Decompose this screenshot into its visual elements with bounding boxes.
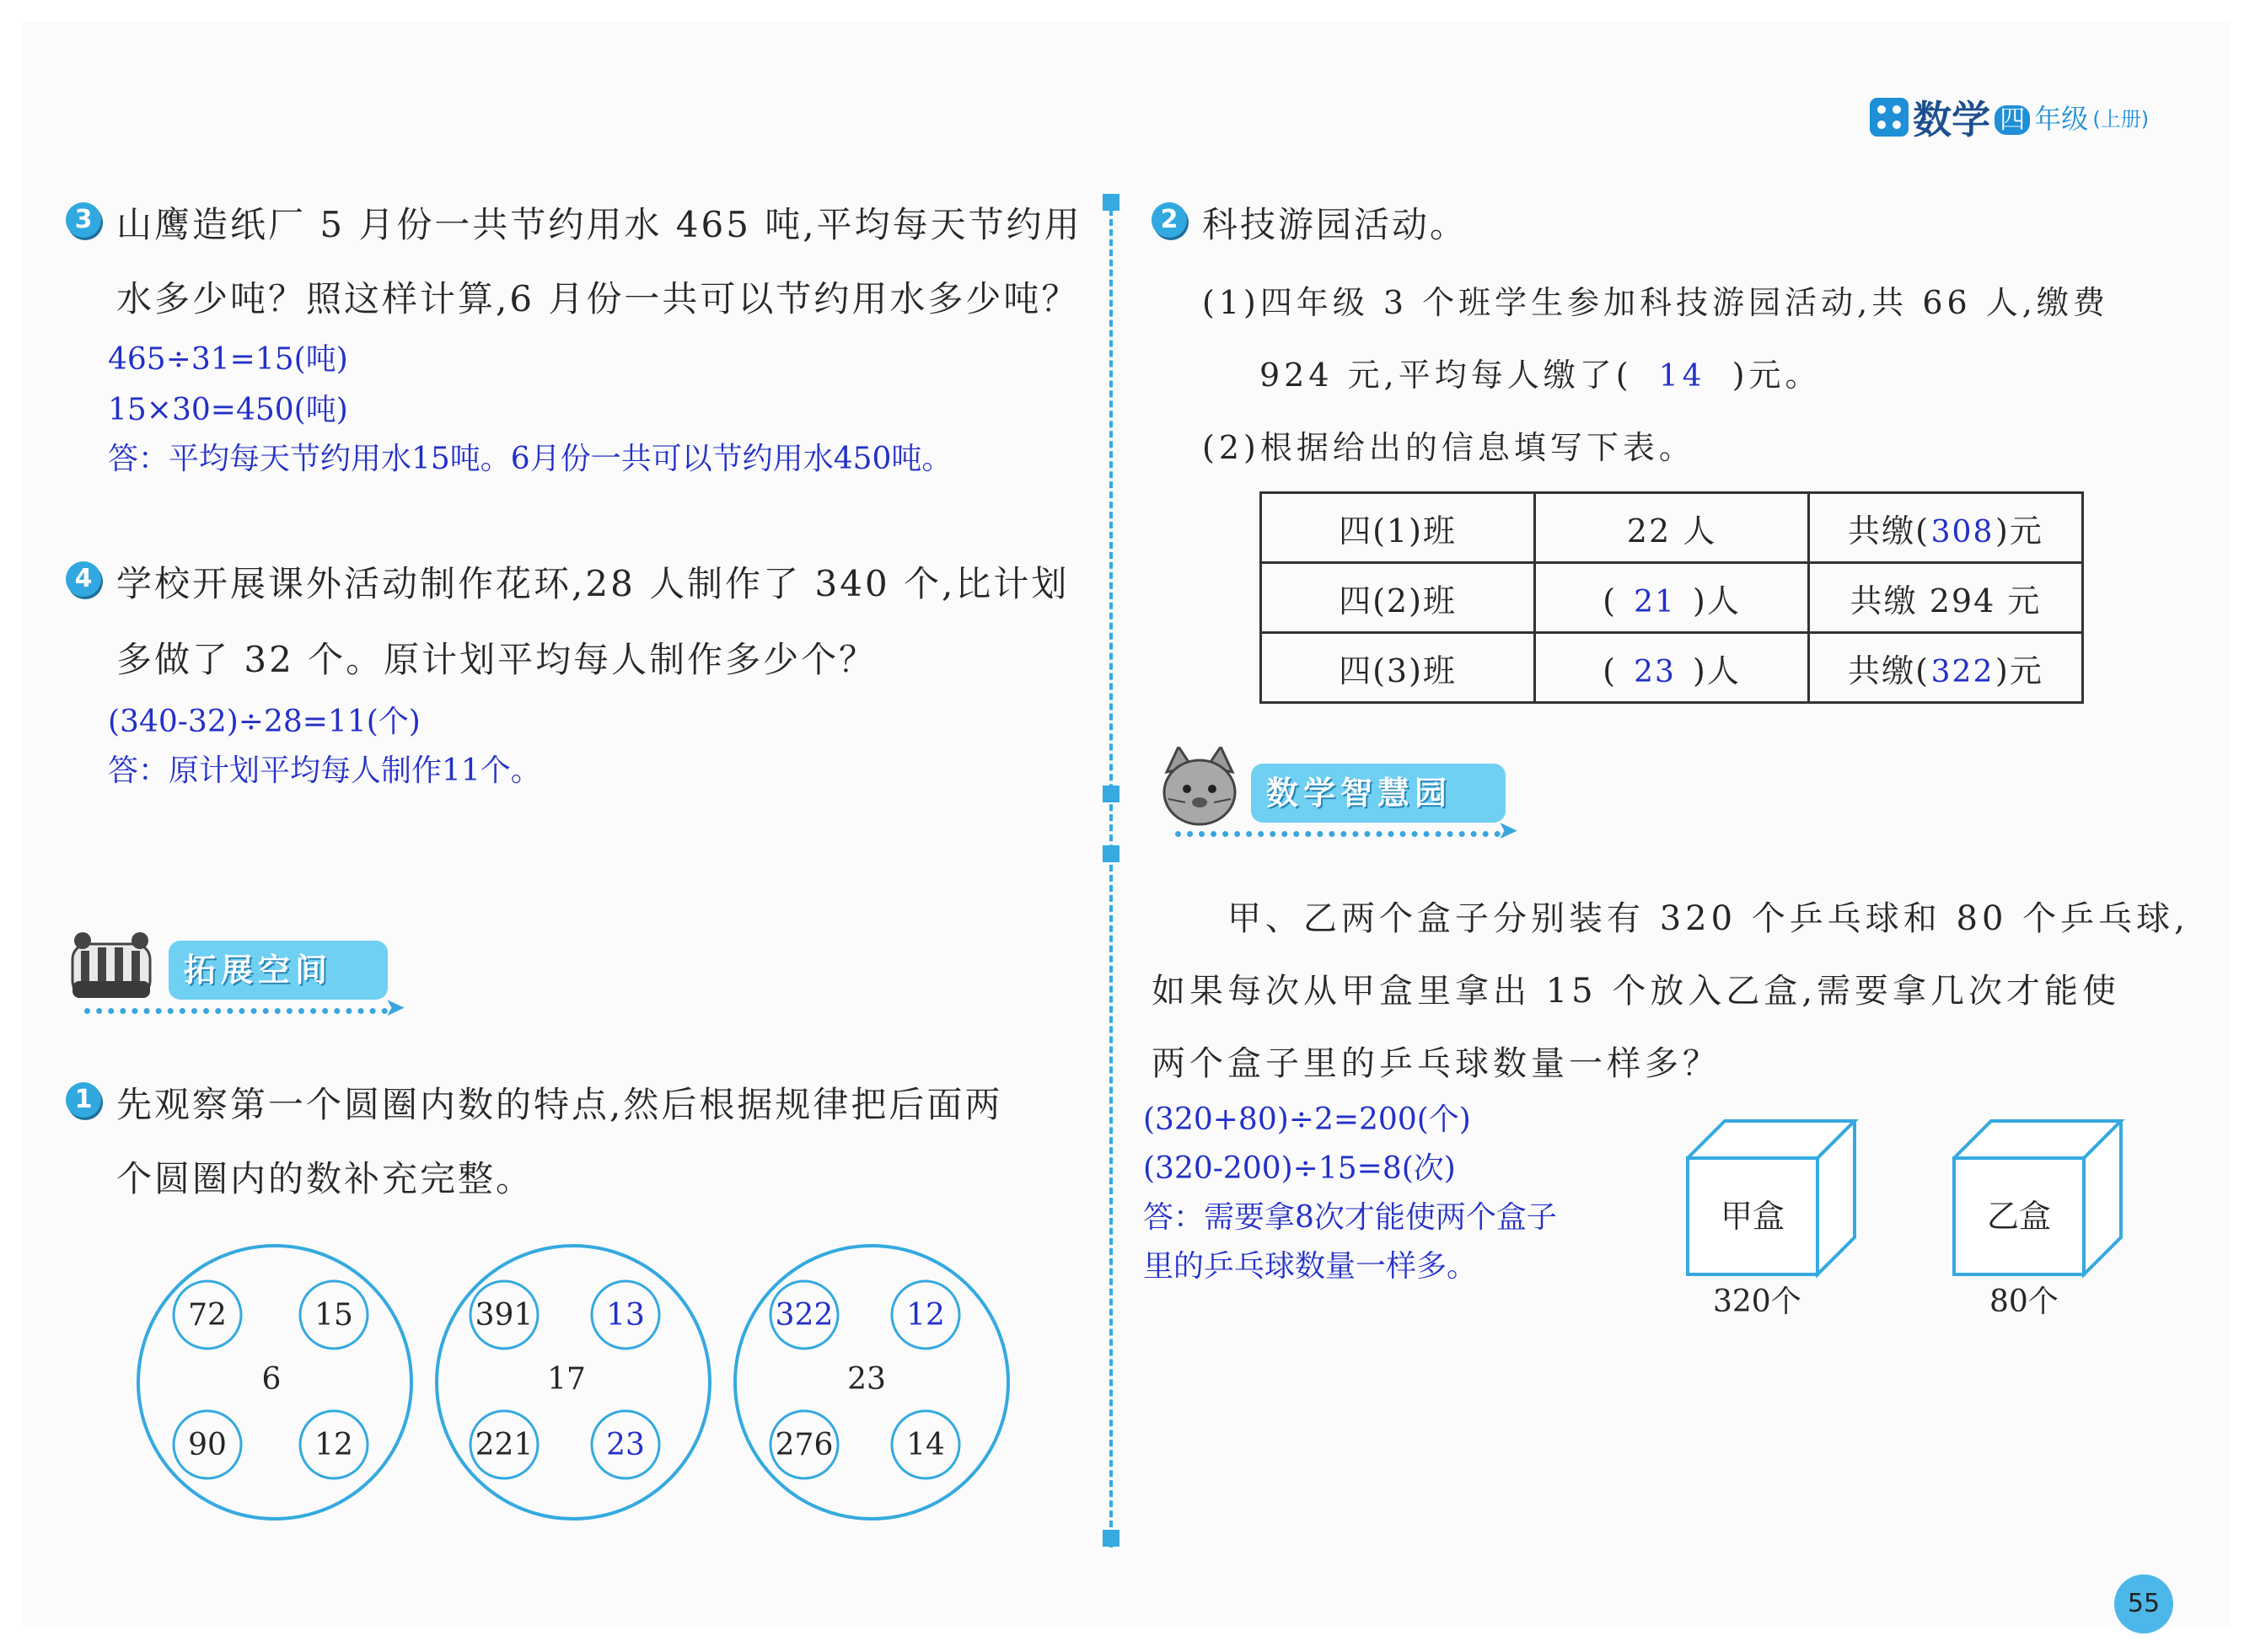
table-row [1261,493,2083,563]
fee-answer: 308 [1930,514,1995,550]
header-logo [1870,89,2149,140]
circle-2-top-right: 13 [606,1298,645,1333]
question-3-answer-3: 答：平均每天节约用水15吨。6月份一共可以节约用水450吨。 [108,442,953,476]
question-1-line-1: 先观察第一个圆圈内数的特点,然后根据规律把后面两 [116,1084,1003,1125]
table-cell-class: 四(3)班 [1261,633,1535,703]
class-fee-table [1259,491,2084,704]
box-jia-count: 320个 [1713,1285,1801,1319]
circle-3-bottom-left: 276 [775,1428,834,1462]
box-jia-label: 甲盒 [1720,1198,1785,1235]
box-jia-diagram [1686,1119,1863,1279]
question-3-line-2: 水多少吨？照这样计算,6 月份一共可以节约用水多少吨？ [116,278,1080,319]
wisdom-answer-3: 答：需要拿8次才能使两个盒子 [1143,1200,1557,1235]
people-answer: 21 [1634,584,1676,620]
circle-3-center: 23 [847,1362,886,1397]
circle-1-bottom-left: 90 [188,1428,227,1462]
circle-2-top-left: 391 [475,1298,534,1333]
wisdom-answer-1: (320+80)÷2=200(个) [1143,1102,1471,1137]
circle-1-top-right: 15 [314,1298,353,1333]
wisdom-line-2: 如果每次从甲盒里拿出 15 个放入乙盒,需要拿几次才能使 [1152,972,2121,1011]
page-number: 55 [2114,1574,2173,1633]
table-cell-people: ( 23 )人 [1535,633,1809,703]
question-4-answer-2: 答：原计划平均每人制作11个。 [108,754,541,788]
question-2-part-1-line-2 [1259,349,1822,395]
box-yi-diagram [1952,1119,2129,1279]
divider-square-top [1103,194,1119,211]
box-yi-label: 乙盒 [1986,1198,2052,1235]
header-grade: 年级 [2034,103,2089,135]
circle-2-center: 17 [547,1362,586,1397]
number-circles-diagram [126,1237,1020,1541]
circle-2-bottom-right: 23 [606,1428,645,1462]
question-4-line-2: 多做了 32 个。原计划平均每人制作多少个？ [116,639,878,680]
table-cell-fee: 共缴 294 元 [1809,563,2083,633]
wisdom-line-3: 两个盒子里的乒乓球数量一样多？ [1152,1044,1721,1083]
question-3-line-1: 山鹰造纸厂 5 月份一共节约用水 465 吨,平均每天节约用 [116,204,1082,245]
question-1-number: 1 [66,1082,101,1118]
question-4-line-1: 学校开展课外活动制作花环,28 人制作了 340 个,比计划 [116,563,1070,604]
circle-3-bottom-right: 14 [906,1428,945,1462]
part-1-line-2-start: 924 元,平均每人缴了( [1259,357,1633,394]
wisdom-answer-4: 里的乒乓球数量一样多。 [1143,1249,1478,1284]
divider-square-bottom [1103,1530,1119,1547]
divider-square-mid1 [1103,786,1119,802]
question-3-answer-2: 15×30=450(吨) [108,393,348,427]
table-cell-class: 四(1)班 [1261,493,1535,563]
header-volume: (上册) [2092,107,2150,131]
column-divider [1109,199,1113,1547]
cat-mascot-icon [1160,747,1239,828]
table-cell-people: ( 21 )人 [1535,563,1809,633]
question-4-answer-1: (340-32)÷28=11(个) [108,705,421,739]
section-banner-wisdom-dots [1175,831,1501,837]
wisdom-answer-2: (320-200)÷15=8(次) [1143,1151,1456,1186]
section-banner-expand-dots [84,1008,388,1014]
section-banner-expand: 拓展空间 [169,941,388,1000]
people-value: 22 [1626,512,1672,550]
table-row [1261,633,2083,703]
part-1-answer: 14 [1658,359,1706,394]
circle-1-bottom-right: 12 [314,1428,353,1462]
circle-2-bottom-left: 221 [475,1428,534,1462]
circle-1-top-left: 72 [188,1298,227,1333]
table-cell-fee: 共缴(322)元 [1809,633,2083,703]
question-2-part-2: (2)根据给出的信息填写下表。 [1202,429,1695,466]
fee-answer: 322 [1930,654,1995,689]
question-3-answer-1: 465÷31=15(吨) [108,342,348,377]
zebra-mascot-icon [64,929,158,1001]
divider-square-mid2 [1103,845,1119,862]
dice-icon [1870,98,1909,137]
question-2-number: 2 [1152,202,1187,238]
table-cell-people: 22 人 [1535,493,1809,563]
question-2-part-1-line-1: (1)四年级 3 个班学生参加科技游园活动,共 66 人,缴费 [1202,284,2109,321]
box-yi-count: 80个 [1989,1285,2059,1319]
table-row [1261,563,2083,633]
people-answer: 23 [1634,654,1676,689]
question-4-number: 4 [66,561,101,597]
wisdom-line-1: 甲、乙两个盒子分别装有 320 个乒乓球和 80 个乒乓球, [1227,899,2189,938]
section-arrow-icon: ➤ [384,993,406,1022]
question-1-line-2: 个圆圈内的数补充完整。 [116,1158,534,1199]
part-1-line-2-end: )元。 [1732,357,1822,394]
table-cell-fee: 共缴(308)元 [1809,493,2083,563]
circle-1-center: 6 [261,1362,282,1397]
circle-3-top-right: 12 [906,1298,945,1333]
question-3-number: 3 [66,202,101,238]
header-grade-mark: 四 [1995,105,2030,135]
section-arrow-icon: ➤ [1497,816,1519,845]
fee-value: 294 [1929,582,1996,620]
table-cell-class: 四(2)班 [1261,563,1535,633]
circle-3-top-left: 322 [775,1298,834,1333]
header-subject: 数学 [1913,97,1991,142]
section-banner-wisdom: 数学智慧园 [1251,764,1506,823]
question-2-title: 科技游园活动。 [1202,204,1468,245]
